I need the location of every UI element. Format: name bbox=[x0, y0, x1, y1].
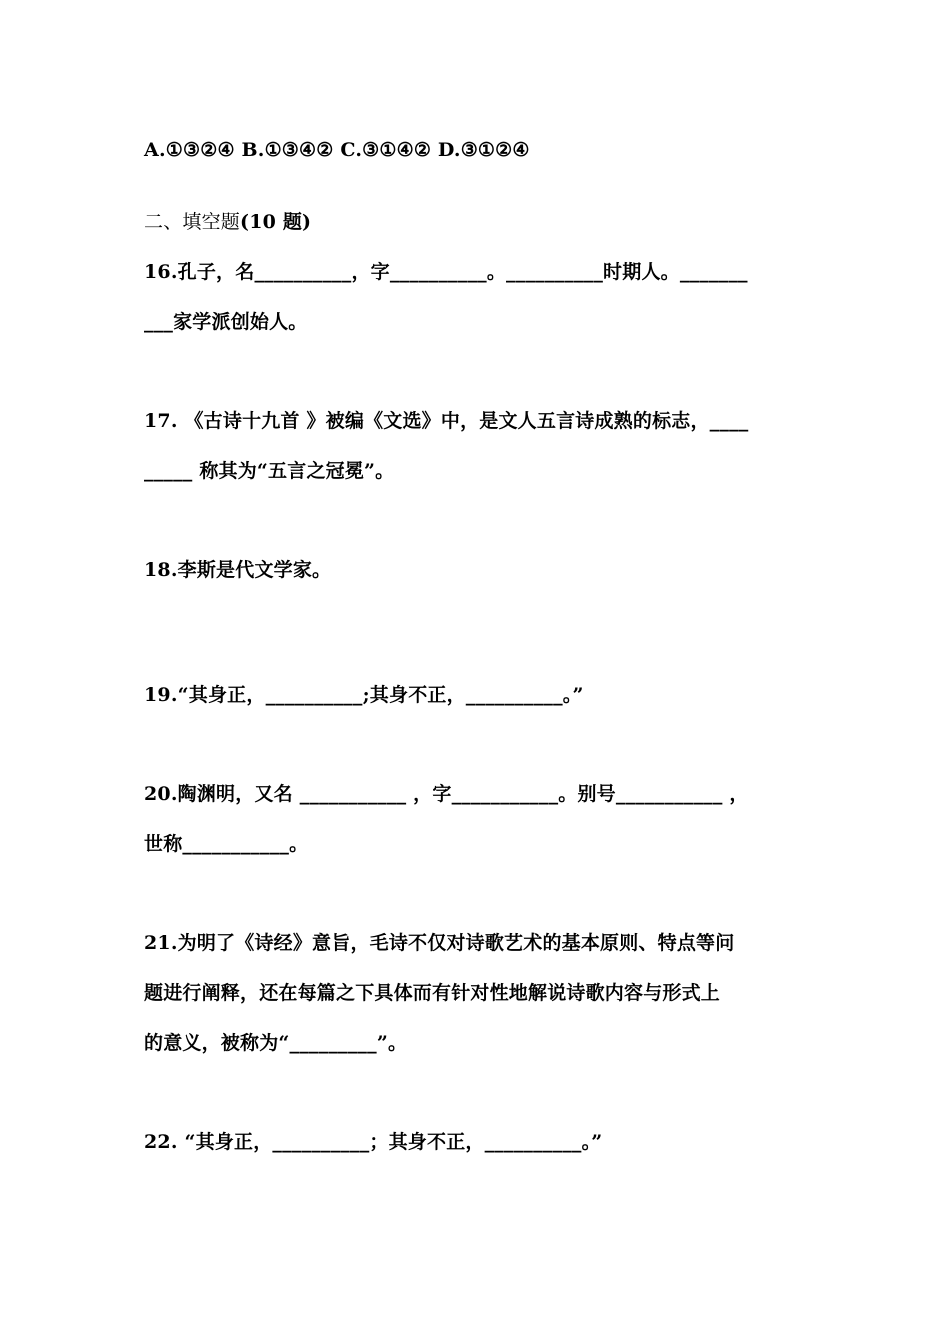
question-21-line-1: 21.为明了《诗经》意旨，毛诗不仅对诗歌艺术的基本原则、特点等问 bbox=[144, 932, 735, 954]
question-22-line-1: 22. “其身正，__________；其身不正，__________。” bbox=[144, 1131, 603, 1153]
question-20-line-1: 20.陶渊明，又名 ___________ ，字___________。别号___________ ， bbox=[144, 783, 749, 805]
section-heading bbox=[144, 210, 809, 234]
section-heading-count: (10 题) bbox=[240, 211, 312, 233]
answer-options-line: A.①③②④ B.①③④② C.③①④② D.③①②④ bbox=[144, 139, 530, 161]
question-17-line-2: _____ 称其为“五言之冠冕”。 bbox=[144, 460, 395, 482]
question-20-line-2: 世称___________。 bbox=[144, 833, 309, 855]
question-17-line-1: 17. 《古诗十九首 》被编《文选》中，是文人五言诗成熟的标志，____ bbox=[144, 410, 749, 432]
question-18-line-1: 18.李斯是代文学家。 bbox=[144, 559, 332, 581]
question-21-line-3: 的意义，被称为“_________”。 bbox=[144, 1032, 408, 1054]
question-16-line-2: ___家学派创始人。 bbox=[144, 311, 308, 333]
question-16-line-1: 16.孔子，名__________，字__________。__________时期人。_______ bbox=[144, 261, 748, 283]
question-21-line-2: 题进行阐释，还在每篇之下具体而有针对性地解说诗歌内容与形式上 bbox=[144, 982, 721, 1004]
question-19-line-1: 19.“其身正，__________;其身不正，__________。” bbox=[144, 684, 584, 706]
section-heading-prefix: 二、填空题 bbox=[144, 211, 241, 233]
